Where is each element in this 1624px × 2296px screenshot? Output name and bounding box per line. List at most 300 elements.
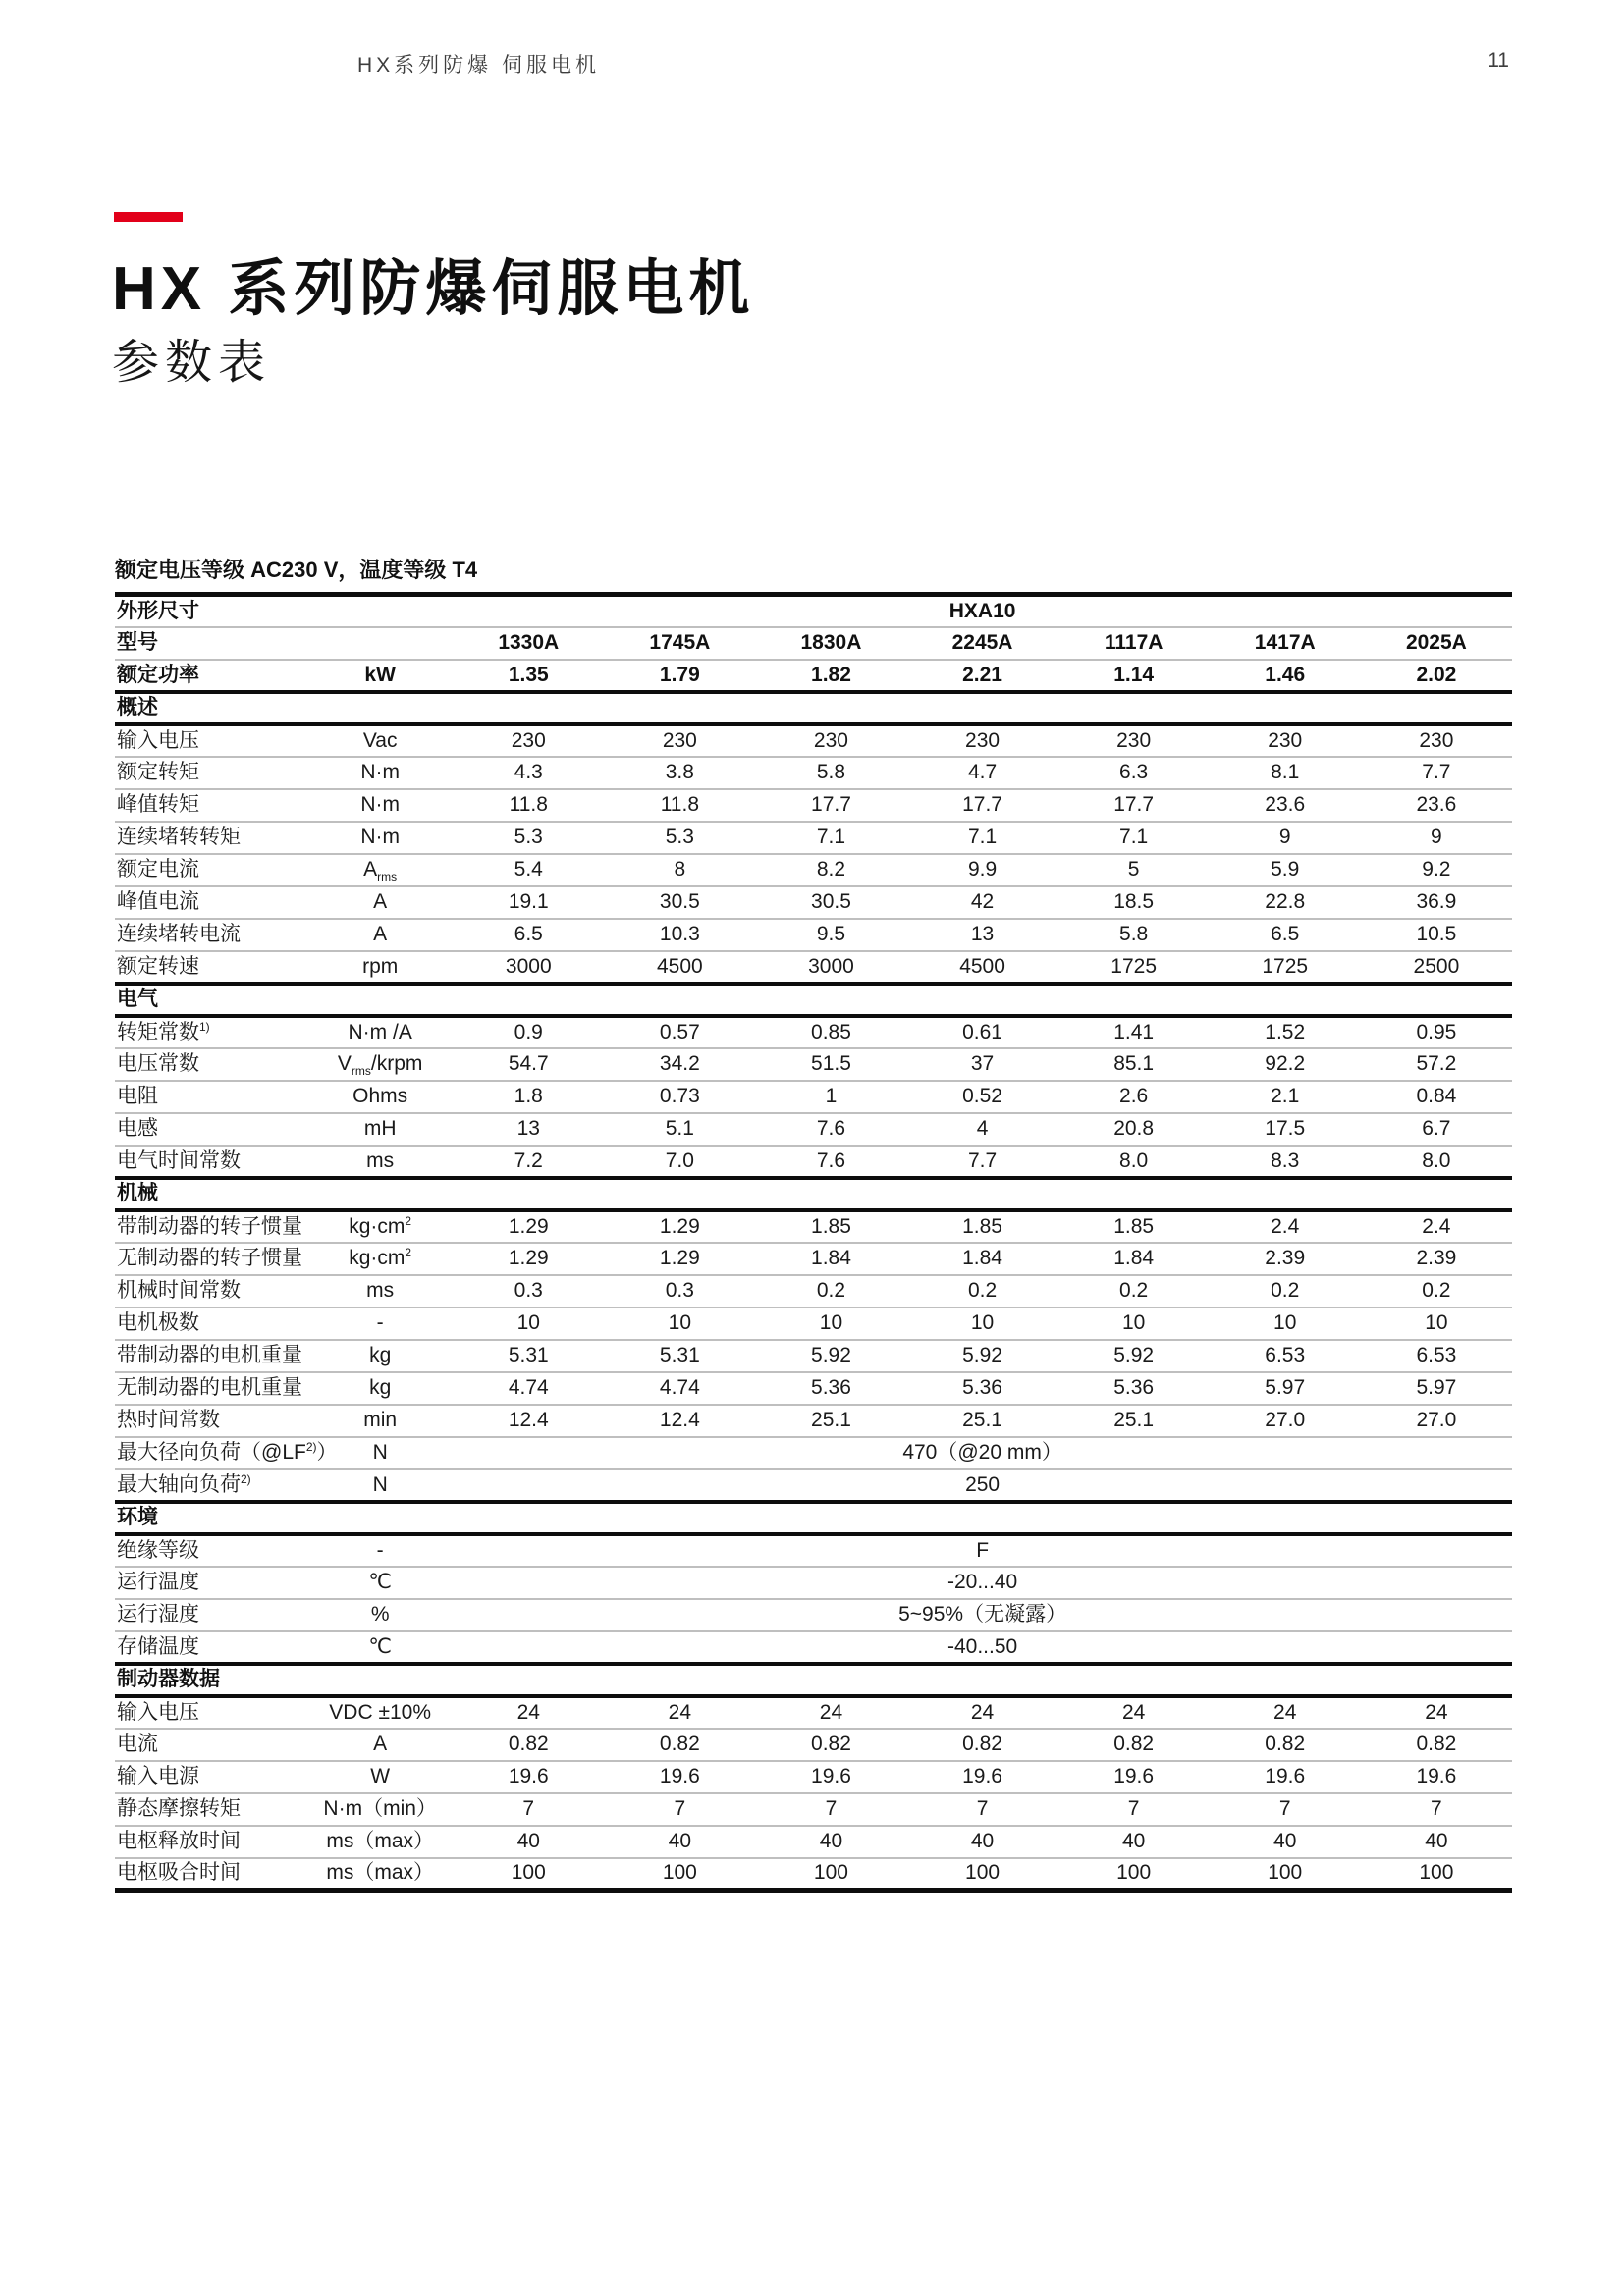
value-cell: 1.29 [453, 1210, 604, 1243]
row-label-cell: 额定电流 [115, 854, 307, 886]
value-cell: 1330A [453, 627, 604, 660]
value-cell: 57.2 [1361, 1048, 1512, 1081]
table-row [115, 1469, 1512, 1502]
value-cell: 27.0 [1361, 1405, 1512, 1437]
value-cell: 1.84 [755, 1243, 906, 1275]
value-cell: 9 [1361, 822, 1512, 854]
value-cell: 5.1 [604, 1113, 755, 1146]
unit-cell: $kg\cdot cm^2$ [307, 1210, 453, 1243]
unit-cell: $A_{rms}$ [307, 854, 453, 886]
value-cell: 23.6 [1361, 789, 1512, 822]
merged-value-cell: F [453, 1534, 1512, 1567]
row-label-cell: 无制动器的电机重量 [115, 1372, 307, 1405]
value-cell: 1.82 [755, 660, 906, 692]
row-label-cell: 运行温度 [115, 1567, 307, 1599]
value-cell: 7.6 [755, 1146, 906, 1178]
value-cell: 1417A [1210, 627, 1361, 660]
table-row [115, 660, 1512, 692]
value-cell: 0.2 [907, 1275, 1058, 1308]
value-cell: 2.4 [1210, 1210, 1361, 1243]
unit-cell: ms（max） [307, 1858, 453, 1891]
unit-cell [307, 627, 453, 660]
unit-cell: VDC ±10% [307, 1696, 453, 1729]
unit-cell: A [307, 886, 453, 919]
value-cell: 4.7 [907, 757, 1058, 789]
table-row [115, 1793, 1512, 1826]
value-cell: 1.29 [604, 1243, 755, 1275]
value-cell: 5.8 [755, 757, 906, 789]
table-row [115, 854, 1512, 886]
value-cell: 8 [604, 854, 755, 886]
value-cell: 5.3 [604, 822, 755, 854]
value-cell: 5.3 [453, 822, 604, 854]
value-cell: 0.2 [1210, 1275, 1361, 1308]
value-cell: 6.3 [1058, 757, 1210, 789]
value-cell: 40 [1210, 1826, 1361, 1858]
value-cell: 0.61 [907, 1016, 1058, 1048]
value-cell: 30.5 [604, 886, 755, 919]
value-cell: 5.97 [1361, 1372, 1512, 1405]
value-cell: 1.52 [1210, 1016, 1361, 1048]
value-cell: 1.46 [1210, 660, 1361, 692]
value-cell: 24 [604, 1696, 755, 1729]
value-cell: 25.1 [1058, 1405, 1210, 1437]
value-cell: 0.3 [453, 1275, 604, 1308]
value-cell: 10 [907, 1308, 1058, 1340]
value-cell: 1117A [1058, 627, 1210, 660]
unit-cell: N·m /A [307, 1016, 453, 1048]
page-number: 11 [1488, 49, 1509, 72]
table-row [115, 1243, 1512, 1275]
value-cell: 4.74 [604, 1372, 755, 1405]
table-row [115, 919, 1512, 951]
doc-title: HX 系列防爆伺服电机 [112, 255, 755, 323]
value-cell: 0.3 [604, 1275, 755, 1308]
value-cell: 19.6 [755, 1761, 906, 1793]
value-cell: 6.5 [453, 919, 604, 951]
value-cell: 1.35 [453, 660, 604, 692]
value-cell: 0.2 [755, 1275, 906, 1308]
value-cell: 7.2 [453, 1146, 604, 1178]
table-row [115, 1696, 1512, 1729]
row-label-cell: 电机极数 [115, 1308, 307, 1340]
value-cell: 1.29 [604, 1210, 755, 1243]
value-cell: 5.92 [755, 1340, 906, 1372]
value-cell: 0.82 [1361, 1729, 1512, 1761]
unit-cell: W [307, 1761, 453, 1793]
value-cell: 5.31 [453, 1340, 604, 1372]
value-cell: 0.73 [604, 1081, 755, 1113]
section-title: 环境 [115, 1502, 1512, 1534]
row-label-cell: 静态摩擦转矩 [115, 1793, 307, 1826]
row-label-cell: 机械时间常数 [115, 1275, 307, 1308]
row-label-cell: 无制动器的转子惯量 [115, 1243, 307, 1275]
value-cell: 27.0 [1210, 1405, 1361, 1437]
unit-cell: - [307, 1308, 453, 1340]
row-label-cell: 型号 [115, 627, 307, 660]
value-cell: 1.84 [907, 1243, 1058, 1275]
value-cell: 2.02 [1361, 660, 1512, 692]
table-row [115, 822, 1512, 854]
value-cell: 230 [1058, 724, 1210, 757]
row-label-cell: 峰值电流 [115, 886, 307, 919]
value-cell: 25.1 [755, 1405, 906, 1437]
row-label-cell: 存储温度 [115, 1631, 307, 1664]
value-cell: 2025A [1361, 627, 1512, 660]
table-row [115, 1761, 1512, 1793]
table-row [115, 1631, 1512, 1664]
value-cell: 36.9 [1361, 886, 1512, 919]
merged-value-cell: 5~95%（无凝露） [453, 1599, 1512, 1631]
unit-cell: min [307, 1405, 453, 1437]
table-row [115, 627, 1512, 660]
row-label-cell: 最大轴向负荷$^{2)}$ [115, 1469, 307, 1502]
merged-value-cell: -40...50 [453, 1631, 1512, 1664]
value-cell: 1725 [1210, 951, 1361, 984]
row-label-cell: 输入电压 [115, 724, 307, 757]
section-row [115, 1664, 1512, 1696]
value-cell: 5.9 [1210, 854, 1361, 886]
value-cell: 85.1 [1058, 1048, 1210, 1081]
value-cell: 11.8 [604, 789, 755, 822]
value-cell: 7.6 [755, 1113, 906, 1146]
row-label-cell: 峰值转矩 [115, 789, 307, 822]
merged-value-cell: 250 [453, 1469, 1512, 1502]
value-cell: 100 [453, 1858, 604, 1891]
value-cell: 100 [755, 1858, 906, 1891]
value-cell: 0.95 [1361, 1016, 1512, 1048]
value-cell: 3000 [755, 951, 906, 984]
value-cell: 10 [604, 1308, 755, 1340]
row-label-cell: 连续堵转电流 [115, 919, 307, 951]
table-row [115, 1437, 1512, 1469]
value-cell: 19.6 [1058, 1761, 1210, 1793]
value-cell: 10 [1058, 1308, 1210, 1340]
value-cell: 40 [1058, 1826, 1210, 1858]
value-cell: 100 [604, 1858, 755, 1891]
table-row [115, 789, 1512, 822]
row-label-cell: 额定功率 [115, 660, 307, 692]
row-label-cell: 输入电源 [115, 1761, 307, 1793]
value-cell: 7.7 [1361, 757, 1512, 789]
value-cell: 12.4 [604, 1405, 755, 1437]
value-cell: 1 [755, 1081, 906, 1113]
row-label-cell: 电感 [115, 1113, 307, 1146]
value-cell: 1.85 [755, 1210, 906, 1243]
value-cell: 0.82 [604, 1729, 755, 1761]
row-label-cell: 电枢吸合时间 [115, 1858, 307, 1891]
unit-cell: A [307, 919, 453, 951]
value-cell: 100 [1361, 1858, 1512, 1891]
unit-cell: N·m [307, 789, 453, 822]
row-label-cell: 转矩常数$^{1)}$ [115, 1016, 307, 1048]
value-cell: 9.9 [907, 854, 1058, 886]
table-row [115, 951, 1512, 984]
value-cell: 230 [1210, 724, 1361, 757]
value-cell: 7.0 [604, 1146, 755, 1178]
value-cell: 17.7 [907, 789, 1058, 822]
value-cell: 7 [1361, 1793, 1512, 1826]
value-cell: 1725 [1058, 951, 1210, 984]
value-cell: 1.85 [907, 1210, 1058, 1243]
value-cell: 5.8 [1058, 919, 1210, 951]
unit-cell: N·m [307, 822, 453, 854]
value-cell: 1.8 [453, 1081, 604, 1113]
table-row [115, 1405, 1512, 1437]
value-cell: 0.2 [1361, 1275, 1512, 1308]
unit-cell: - [307, 1534, 453, 1567]
unit-cell: mH [307, 1113, 453, 1146]
section-row [115, 692, 1512, 724]
value-cell: 2500 [1361, 951, 1512, 984]
value-cell: 17.5 [1210, 1113, 1361, 1146]
value-cell: 24 [453, 1696, 604, 1729]
unit-cell: Ohms [307, 1081, 453, 1113]
unit-cell: N·m [307, 757, 453, 789]
value-cell: 30.5 [755, 886, 906, 919]
value-cell: 230 [907, 724, 1058, 757]
value-cell: 2.4 [1361, 1210, 1512, 1243]
table-row [115, 1113, 1512, 1146]
value-cell: 13 [453, 1113, 604, 1146]
table-row [115, 1372, 1512, 1405]
unit-cell: ℃ [307, 1567, 453, 1599]
running-header: HX系列防爆 伺服电机 [357, 54, 601, 77]
value-cell: 230 [453, 724, 604, 757]
value-cell: 7 [604, 1793, 755, 1826]
value-cell: 2.6 [1058, 1081, 1210, 1113]
value-cell: 10 [1210, 1308, 1361, 1340]
value-cell: 5.36 [755, 1372, 906, 1405]
value-cell: 7 [1210, 1793, 1361, 1826]
value-cell: 2.1 [1210, 1081, 1361, 1113]
row-label-cell: 带制动器的电机重量 [115, 1340, 307, 1372]
value-cell: 18.5 [1058, 886, 1210, 919]
value-cell: 1830A [755, 627, 906, 660]
section-title: 机械 [115, 1178, 1512, 1210]
unit-cell: $kg\cdot cm^2$ [307, 1243, 453, 1275]
unit-cell: Vac [307, 724, 453, 757]
row-label-cell: 额定转速 [115, 951, 307, 984]
value-cell: 0.85 [755, 1016, 906, 1048]
row-label-cell: 外形尺寸 [117, 599, 199, 622]
unit-cell: kW [307, 660, 453, 692]
value-cell: 23.6 [1210, 789, 1361, 822]
table-row [115, 1210, 1512, 1243]
section-row [115, 1502, 1512, 1534]
value-cell: 3000 [453, 951, 604, 984]
value-cell: 4500 [907, 951, 1058, 984]
section-title: 制动器数据 [115, 1664, 1512, 1696]
value-cell: 54.7 [453, 1048, 604, 1081]
row-label-cell: 输入电压 [115, 1696, 307, 1729]
value-cell: 5.92 [1058, 1340, 1210, 1372]
value-cell: 8.2 [755, 854, 906, 886]
value-cell: 230 [604, 724, 755, 757]
table-row [115, 1826, 1512, 1858]
value-cell: 22.8 [1210, 886, 1361, 919]
table-row [115, 1534, 1512, 1567]
value-cell: 0.82 [755, 1729, 906, 1761]
value-cell: 1.84 [1058, 1243, 1210, 1275]
value-cell: 1.29 [453, 1243, 604, 1275]
value-cell: 10.5 [1361, 919, 1512, 951]
value-cell: 5.4 [453, 854, 604, 886]
table-row [115, 757, 1512, 789]
value-cell: 2.39 [1361, 1243, 1512, 1275]
value-cell: 3.8 [604, 757, 755, 789]
value-cell: 24 [907, 1696, 1058, 1729]
table-row [115, 1340, 1512, 1372]
unit-cell: N [307, 1437, 453, 1469]
value-cell: 17.7 [1058, 789, 1210, 822]
value-cell: 4500 [604, 951, 755, 984]
value-cell: 9.5 [755, 919, 906, 951]
unit-cell: ms [307, 1275, 453, 1308]
table-row [115, 886, 1512, 919]
value-cell: 0.57 [604, 1016, 755, 1048]
value-cell: 0.82 [453, 1729, 604, 1761]
value-cell: 37 [907, 1048, 1058, 1081]
section-row [115, 984, 1512, 1016]
value-cell: 6.53 [1210, 1340, 1361, 1372]
value-cell: 100 [1058, 1858, 1210, 1891]
value-cell: 42 [907, 886, 1058, 919]
value-cell: 19.6 [907, 1761, 1058, 1793]
value-cell: 9.2 [1361, 854, 1512, 886]
value-cell: 7.1 [907, 822, 1058, 854]
row-label-cell: 电阻 [115, 1081, 307, 1113]
table-row [115, 595, 1512, 627]
value-cell: 0.2 [1058, 1275, 1210, 1308]
unit-cell: ℃ [307, 1631, 453, 1664]
value-cell: 24 [755, 1696, 906, 1729]
value-cell: 100 [1210, 1858, 1361, 1891]
value-cell: 7.1 [1058, 822, 1210, 854]
row-label-cell: 连续堵转转矩 [115, 822, 307, 854]
row-label-cell: 电枢释放时间 [115, 1826, 307, 1858]
value-cell: 1.85 [1058, 1210, 1210, 1243]
value-cell: 40 [453, 1826, 604, 1858]
params-table [115, 592, 1512, 1893]
unit-cell: ms [307, 1146, 453, 1178]
section-title: 电气 [115, 984, 1512, 1016]
value-cell: 1.14 [1058, 660, 1210, 692]
value-cell: 0.82 [1210, 1729, 1361, 1761]
value-cell: 0.9 [453, 1016, 604, 1048]
table-caption: 额定电压等级 AC230 V，温度等级 T4 [115, 558, 478, 582]
unit-cell: kg [307, 1372, 453, 1405]
value-cell: 230 [755, 724, 906, 757]
table-row [115, 1275, 1512, 1308]
table-row [115, 1858, 1512, 1891]
value-cell: 5.97 [1210, 1372, 1361, 1405]
table-row [115, 1016, 1512, 1048]
accent-dash [114, 212, 183, 222]
value-cell: 51.5 [755, 1048, 906, 1081]
unit-cell: N·m（min） [307, 1793, 453, 1826]
value-cell: 19.6 [604, 1761, 755, 1793]
value-cell: 5.31 [604, 1340, 755, 1372]
unit-cell: A [307, 1729, 453, 1761]
row-label-cell: 电流 [115, 1729, 307, 1761]
value-cell: 8.0 [1361, 1146, 1512, 1178]
value-cell: 24 [1361, 1696, 1512, 1729]
value-cell: 25.1 [907, 1405, 1058, 1437]
value-cell: 0.82 [1058, 1729, 1210, 1761]
table-row [115, 1599, 1512, 1631]
value-cell: 8.0 [1058, 1146, 1210, 1178]
row-label-cell: 绝缘等级 [115, 1534, 307, 1567]
value-cell: 4.74 [453, 1372, 604, 1405]
value-cell: 40 [1361, 1826, 1512, 1858]
value-cell: 10 [755, 1308, 906, 1340]
value-cell: 0.84 [1361, 1081, 1512, 1113]
value-cell: 230 [1361, 724, 1512, 757]
section-title: 概述 [115, 692, 1512, 724]
value-cell: 5 [1058, 854, 1210, 886]
value-cell: 13 [907, 919, 1058, 951]
value-cell: 1745A [604, 627, 755, 660]
value-cell: 5.36 [1058, 1372, 1210, 1405]
table-row [115, 1146, 1512, 1178]
value-cell: 4.3 [453, 757, 604, 789]
value-cell: 8.3 [1210, 1146, 1361, 1178]
unit-cell: rpm [307, 951, 453, 984]
value-cell: 2245A [907, 627, 1058, 660]
value-cell: 5.92 [907, 1340, 1058, 1372]
value-cell: 2.39 [1210, 1243, 1361, 1275]
merged-value-cell: 470（@20 mm） [453, 1437, 1512, 1469]
value-cell: 40 [755, 1826, 906, 1858]
value-cell: 9 [1210, 822, 1361, 854]
value-cell: 100 [907, 1858, 1058, 1891]
table-row [115, 1729, 1512, 1761]
value-cell: 2.21 [907, 660, 1058, 692]
row-label-cell: 电压常数 [115, 1048, 307, 1081]
value-cell: 24 [1210, 1696, 1361, 1729]
value-cell: 34.2 [604, 1048, 755, 1081]
unit-cell: $V_{rms}$/krpm [307, 1048, 453, 1081]
value-cell: 4 [907, 1113, 1058, 1146]
value-cell: 7 [1058, 1793, 1210, 1826]
value-cell: 5.36 [907, 1372, 1058, 1405]
row-label-cell: 运行湿度 [115, 1599, 307, 1631]
table-row [115, 1081, 1512, 1113]
value-cell: 19.6 [453, 1761, 604, 1793]
value-cell: 0.82 [907, 1729, 1058, 1761]
value-cell: 92.2 [1210, 1048, 1361, 1081]
value-cell: 1.41 [1058, 1016, 1210, 1048]
value-cell: 19.1 [453, 886, 604, 919]
table-row [115, 1308, 1512, 1340]
value-cell: 40 [604, 1826, 755, 1858]
unit-cell: ms（max） [307, 1826, 453, 1858]
value-cell: 10 [1361, 1308, 1512, 1340]
unit-cell: % [307, 1599, 453, 1631]
value-cell: 6.53 [1361, 1340, 1512, 1372]
doc-subtitle: 参数表 [112, 337, 272, 389]
table-row [115, 1567, 1512, 1599]
row-label-cell: 带制动器的转子惯量 [115, 1210, 307, 1243]
value-cell: 1.79 [604, 660, 755, 692]
merged-value-cell: -20...40 [453, 1567, 1512, 1599]
row-label-cell: 最大径向负荷（@LF$^{2)}$） [115, 1437, 307, 1469]
value-cell: 7 [755, 1793, 906, 1826]
row-label-cell: 额定转矩 [115, 757, 307, 789]
value-cell: 10.3 [604, 919, 755, 951]
value-cell: 19.6 [1210, 1761, 1361, 1793]
